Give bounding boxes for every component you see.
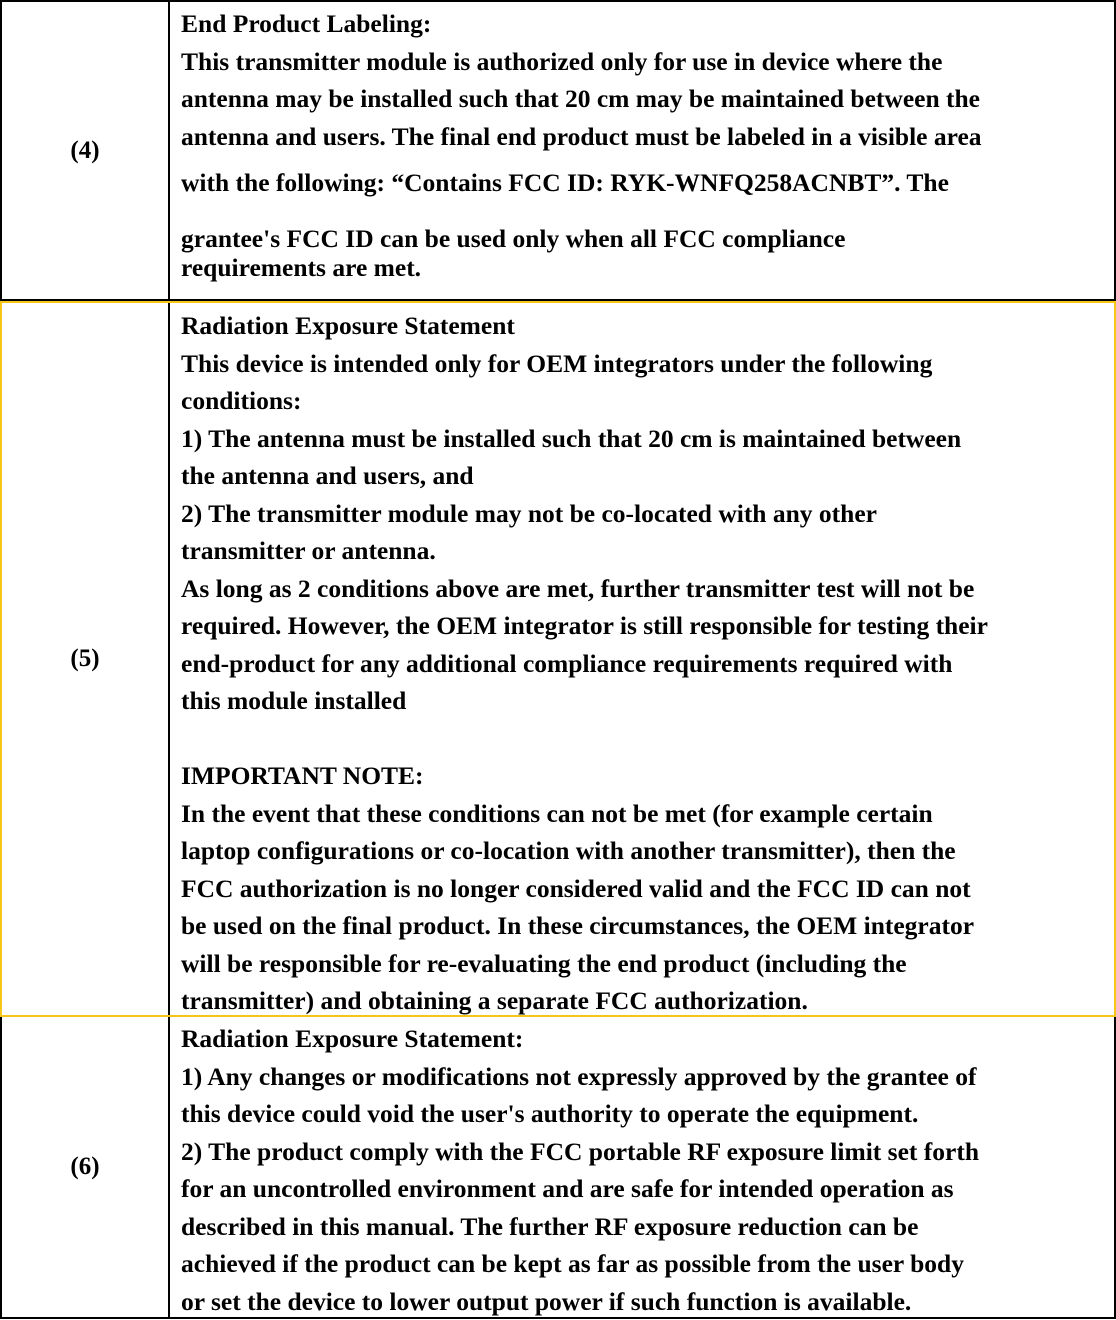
text-line: grantee's FCC ID can be used only when all FCC compliance xyxy=(181,211,1106,267)
text-line: FCC authorization is no longer considered valid and the FCC ID can not xyxy=(181,870,1106,908)
text-line: this device could void the user's authority to operate the equipment. xyxy=(181,1095,1106,1133)
text-line: conditions: xyxy=(181,382,1106,420)
section-heading: Radiation Exposure Statement: xyxy=(181,1020,1106,1058)
text-line: the antenna and users, and xyxy=(181,457,1106,495)
text-line: 1) The antenna must be installed such that 20 cm is maintained between xyxy=(181,420,1106,458)
text-line: end-product for any additional compliance requirements required with xyxy=(181,645,1106,683)
table-row-6 xyxy=(0,1017,1116,1319)
text-line: achieved if the product can be kept as far as possible from the user body xyxy=(181,1245,1106,1283)
section-heading: End Product Labeling: xyxy=(181,5,1106,43)
text-line: for an uncontrolled environment and are safe for intended operation as xyxy=(181,1170,1106,1208)
text-line: transmitter or antenna. xyxy=(181,532,1106,570)
text-line: or set the device to lower output power if such function is available. xyxy=(181,1283,1106,1320)
text-line: will be responsible for re-evaluating the end product (including the xyxy=(181,945,1106,983)
text-line: This device is intended only for OEM integrators under the following xyxy=(181,345,1106,383)
text-line: be used on the final product. In these circumstances, the OEM integrator xyxy=(181,907,1106,945)
text-line: described in this manual. The further RF exposure reduction can be xyxy=(181,1208,1106,1246)
text-line: required. However, the OEM integrator is still responsible for testing their xyxy=(181,607,1106,645)
text-line: antenna may be installed such that 20 cm may be maintained between the xyxy=(181,80,1106,118)
text-line: 1) Any changes or modifications not expressly approved by the grantee of xyxy=(181,1058,1106,1096)
text-line: 2) The transmitter module may not be co-located with any other xyxy=(181,495,1106,533)
text-line: laptop configurations or co-location with another transmitter), then the xyxy=(181,832,1106,870)
row-text-cell xyxy=(172,303,1114,1015)
text-line: In the event that these conditions can not be met (for example certain xyxy=(181,795,1106,833)
text-line: As long as 2 conditions above are met, further transmitter test will not be xyxy=(181,570,1106,608)
table-row-4 xyxy=(0,0,1116,301)
row-text-cell xyxy=(172,1017,1114,1317)
text-line: transmitter) and obtaining a separate FCC authorization. xyxy=(181,982,1106,1020)
section-heading: Radiation Exposure Statement xyxy=(181,307,1106,345)
important-note-heading: IMPORTANT NOTE: xyxy=(181,757,1106,795)
text-line: requirements are met. xyxy=(181,249,1106,287)
text-line: with the following: “Contains FCC ID: RYK-WNFQ258ACNBT”. The xyxy=(181,155,1106,211)
text-line: 2) The product comply with the FCC portable RF exposure limit set forth xyxy=(181,1133,1106,1171)
row-text-cell xyxy=(172,2,1114,299)
text-line: This transmitter module is authorized only for use in device where the xyxy=(181,43,1106,81)
row-number: (4) xyxy=(2,2,170,299)
blank-line xyxy=(181,720,1106,758)
row-number: (6) xyxy=(2,1017,170,1317)
text-line: antenna and users. The final end product must be labeled in a visible area xyxy=(181,118,1106,156)
text-line: this module installed xyxy=(181,682,1106,720)
row-number: (5) xyxy=(2,303,170,1015)
table-row-5 xyxy=(0,301,1116,1017)
